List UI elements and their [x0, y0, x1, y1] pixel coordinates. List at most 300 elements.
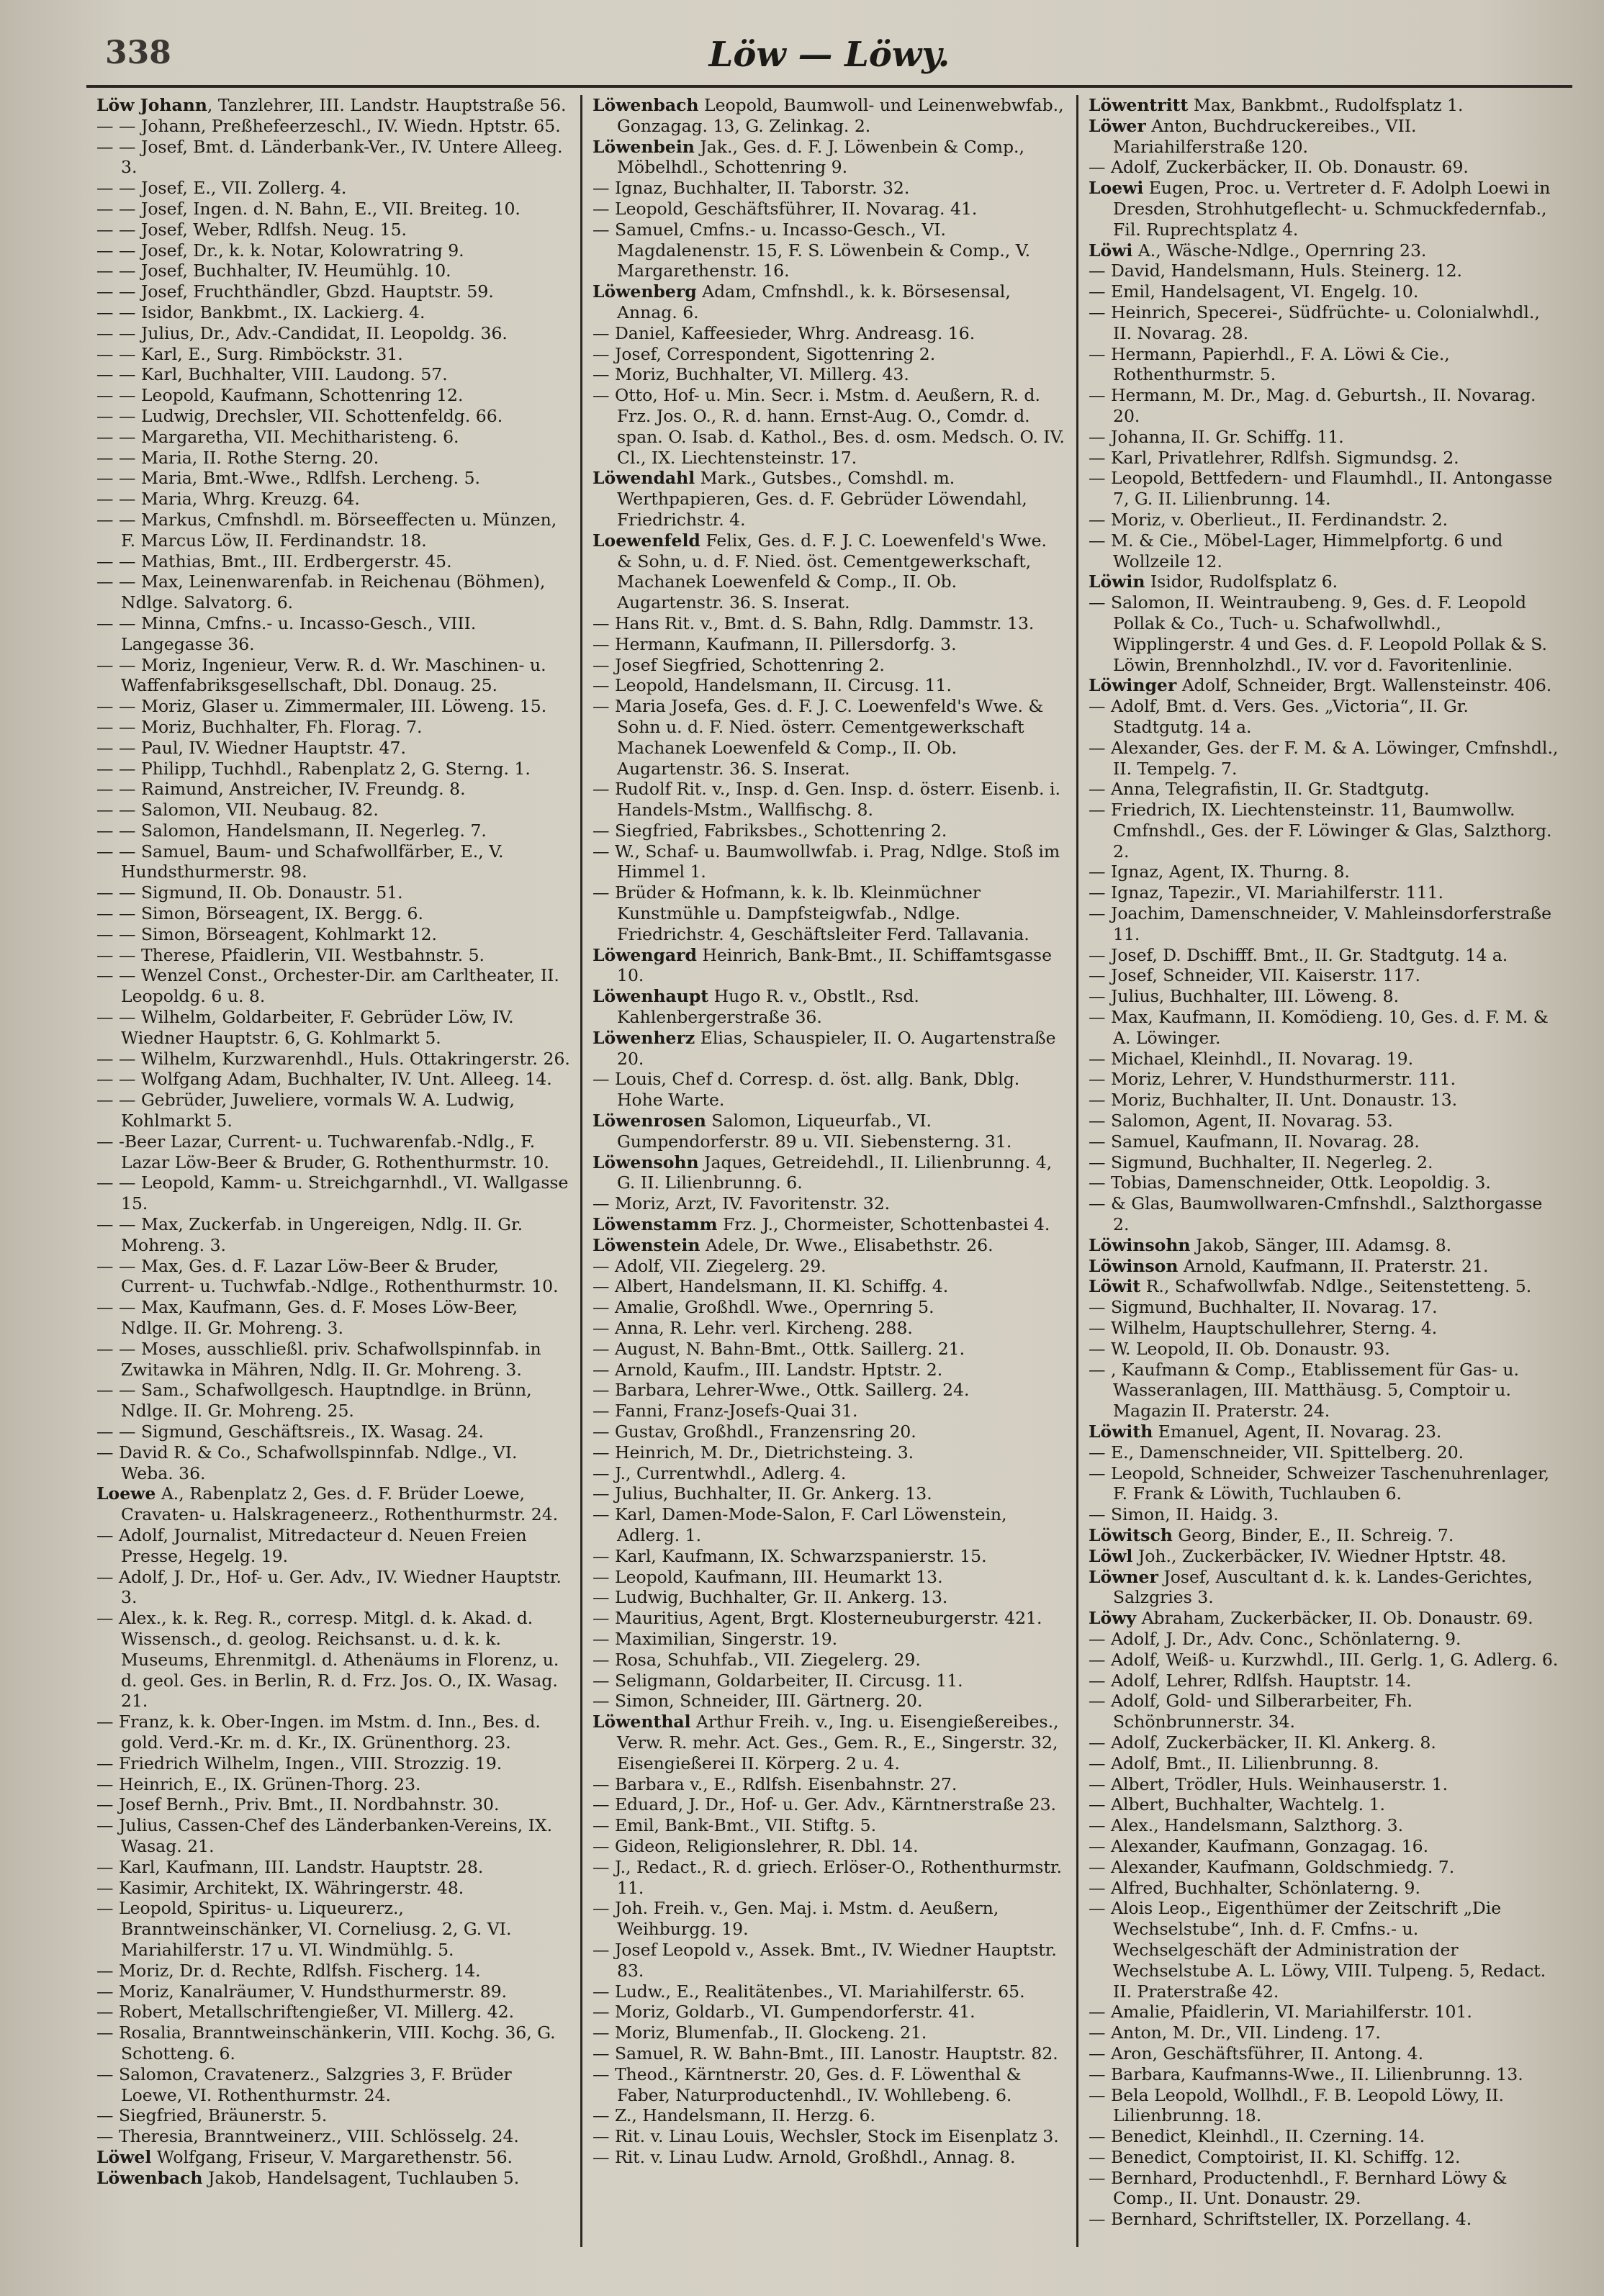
entry-text: Jakob, Handelsagent, Tuchlauben 5. [202, 2167, 520, 2188]
entry-text: — Josef, Correspondent, Sigottenring 2. [593, 343, 936, 364]
entry-text: — Adolf, VII. Ziegelerg. 29. [593, 1255, 826, 1276]
entry-text: — David, Handelsmann, Huls. Steinerg. 12. [1089, 261, 1463, 281]
entry-text: — Karl, Privatlehrer, Rdlfsh. Sigmundsg. 2. [1089, 447, 1459, 468]
directory-entry [593, 468, 1066, 530]
directory-entry [593, 178, 1066, 199]
entry-surname: Löwensohn [593, 1152, 699, 1172]
directory-entry [593, 1504, 1066, 1546]
entry-surname: Loewenfeld [593, 530, 700, 551]
directory-entry [593, 655, 1066, 676]
directory-entry [96, 95, 570, 116]
entry-text: — — Josef, Buchhalter, IV. Heumühlg. 10. [96, 261, 451, 281]
directory-entry [1089, 1318, 1562, 1339]
directory-entry [1089, 385, 1562, 427]
entry-text: — Tobias, Damenschneider, Ottk. Leopoldig. 3. [1089, 1172, 1491, 1193]
entry-surname: Loewi [1089, 178, 1144, 199]
directory-entry [593, 1339, 1066, 1360]
entry-text: Adolf, Schneider, Brgt. Wallensteinstr. 406. [1176, 675, 1552, 696]
entry-text: — — Leopold, Kamm- u. Streichgarnhdl., VI. Wallgasse 15. [96, 1172, 569, 1214]
entry-text: — Julius, Buchhalter, III. Löweng. 8. [1089, 986, 1400, 1007]
entry-text: — Barbara, Lehrer-Wwe., Ottk. Saillerg. 24. [593, 1380, 970, 1401]
entry-text: — Alex., k. k. Reg. R., corresp. Mitgl. d. k. Akad. d. Wissensch., d. geolog. Reichsanst. u. d. k. k. Museums, Ehrenmitgl. d. Athenäums in Florenz, u. d. geol. Ges. in Berlin, R. d. Frz. Jos. O., IX. Wasag. 21. [96, 1608, 559, 1712]
directory-entry [593, 95, 1066, 137]
directory-entry [593, 2147, 1066, 2168]
entry-surname: Löwi [1089, 240, 1133, 261]
entry-text: Mark., Gutsbes., Comshdl. m. Werthpapieren, Ges. d. F. Gebrüder Löwendahl, Friedrichstr. 4. [617, 468, 1027, 530]
directory-entry [96, 1981, 570, 2002]
entry-text: — J., Redact., R. d. griech. Erlöser-O., Rothenthurmstr. 11. [593, 1856, 1063, 1898]
directory-entry [96, 1172, 570, 1214]
directory-entry [593, 364, 1066, 385]
directory-entry [96, 1380, 570, 1422]
entry-text: Frz. J., Chormeister, Schottenbastei 4. [717, 1214, 1050, 1235]
entry-text: — Ignaz, Tapezir., VI. Mariahilferstr. 111. [1089, 882, 1443, 903]
directory-entry [96, 924, 570, 945]
directory-entry [96, 2105, 570, 2126]
entry-text: — Adolf, Lehrer, Rdlfsh. Hauptstr. 14. [1089, 1670, 1412, 1691]
directory-entry [96, 240, 570, 261]
entry-text: — — Josef, E., VII. Zollerg. 4. [96, 178, 347, 199]
directory-entry [1089, 1090, 1562, 1111]
entry-text: — Ignaz, Agent, IX. Thurng. 8. [1089, 862, 1350, 882]
directory-entry [593, 2002, 1066, 2022]
entry-text: — Daniel, Kaffeesieder, Whrg. Andreasg. 16. [593, 322, 976, 343]
entry-text: — August, N. Bahn-Bmt., Ottk. Saillerg. 21. [593, 1338, 965, 1359]
entry-text: — -Beer Lazar, Current- u. Tuchwarenfab.-Ndlg., F. Lazar Löw-Beer & Bruder, G. Rothenthurmstr. 10. [96, 1131, 549, 1172]
directory-entry [1089, 510, 1562, 530]
directory-entry [1089, 240, 1562, 261]
entry-text: — — Moses, ausschließl. priv. Schafwollspinnfab. in Zwitawka in Mähren, Ndlg. II. Gr. Mohreng. 3. [96, 1338, 541, 1380]
directory-entry [593, 1629, 1066, 1650]
directory-entry [96, 1049, 570, 1070]
entry-text: — Moriz, Kanalräumer, V. Hundsthurmerstr. 89. [96, 1981, 508, 2002]
entry-surname: Löwel [96, 2146, 152, 2167]
entry-text: — Wilhelm, Hauptschullehrer, Sterng. 4. [1089, 1318, 1438, 1339]
entry-text: — Josef Bernh., Priv. Bmt., II. Nordbahnstr. 30. [96, 1794, 500, 1815]
directory-entry [1089, 2126, 1562, 2147]
entry-text: — Z., Handelsmann, II. Herzg. 6. [593, 2105, 875, 2126]
directory-entry [96, 717, 570, 738]
directory-entry [1089, 157, 1562, 178]
entry-text: — Adolf, Journalist, Mitredacteur d. Neuen Freien Presse, Hegelg. 19. [96, 1524, 527, 1566]
directory-entry [1089, 1753, 1562, 1774]
entry-text: — Ludw., E., Realitätenbes., VI. Mariahilferstr. 65. [593, 1981, 1025, 2002]
entry-text: — Siegfried, Bräunerstr. 5. [96, 2105, 328, 2126]
directory-entry [593, 1587, 1066, 1608]
entry-text: — J., Currentwhdl., Adlerg. 4. [593, 1463, 847, 1483]
directory-entry [1089, 468, 1562, 510]
directory-entry [96, 489, 570, 510]
entry-text: — Karl, Kaufmann, III. Landstr. Hauptstr. 28. [96, 1856, 484, 1877]
directory-entry [593, 1546, 1066, 1567]
entry-text: — — Wolfgang Adam, Buchhalter, IV. Unt. Alleeg. 14. [96, 1069, 552, 1090]
directory-entry [1089, 1131, 1562, 1152]
directory-entry [593, 1422, 1066, 1442]
directory-entry [1089, 2168, 1562, 2210]
entry-text: — Alexander, Ges. der F. M. & A. Löwinger, Cmfnshdl., II. Tempelg. 7. [1089, 737, 1559, 779]
directory-entry [593, 1691, 1066, 1712]
directory-entry [96, 281, 570, 302]
entry-text: — — Philipp, Tuchhdl., Rabenplatz 2, G. Sterng. 1. [96, 758, 531, 779]
directory-entry [96, 220, 570, 240]
directory-entry [96, 1794, 570, 1815]
entry-text: — W. Leopold, II. Ob. Donaustr. 93. [1089, 1338, 1390, 1359]
directory-entry [96, 1090, 570, 1131]
entry-text: — Theod., Kärntnerstr. 20, Ges. d. F. Löwenthal & Faber, Naturproductenhdl., IV. Wohllebeng. 6. [593, 2064, 1022, 2105]
entry-text: — Michael, Kleinhdl., II. Novarag. 19. [1089, 1048, 1414, 1069]
directory-entry [1089, 1732, 1562, 1753]
entry-text: — Salomon, Cravatenerz., Salzgries 3, F. Brüder Loewe, VI. Rothenthurmstr. 24. [96, 2064, 512, 2105]
entry-text: — — Ludwig, Drechsler, VII. Schottenfeldg. 66. [96, 405, 503, 426]
entry-text: — Albert, Handelsmann, II. Kl. Schiffg. 4. [593, 1276, 949, 1297]
entry-text: — Moriz, v. Oberlieut., II. Ferdinandstr. 2. [1089, 509, 1448, 530]
entry-text: — Theresia, Branntweinerz., VIII. Schlösselg. 24. [96, 2126, 519, 2147]
directory-entry [1089, 2043, 1562, 2064]
entry-text: — Benedict, Comptoirist, II. Kl. Schiffg. 12. [1089, 2146, 1461, 2167]
entry-text: — Simon, Schneider, III. Gärtnerg. 20. [593, 1691, 923, 1712]
entry-text: — Brüder & Hofmann, k. k. lb. Kleinmüchner Kunstmühle u. Dampfsteigwfab., Ndlge. Friedrichstr. 4, Geschäftsleiter Ferd. Tallavania. [593, 882, 1029, 944]
directory-entry [96, 696, 570, 717]
directory-entry [96, 1961, 570, 1981]
directory-entry [1089, 2022, 1562, 2043]
directory-entry [593, 696, 1066, 779]
directory-entry [96, 1442, 570, 1484]
directory-entry [593, 137, 1066, 178]
directory-entry [1089, 592, 1562, 675]
entry-text: Hugo R. v., Obstlt., Rsd. Kahlenbergerstraße 36. [617, 986, 919, 1028]
entry-text: — Kasimir, Architekt, IX. Währingerstr. 48. [96, 1877, 464, 1898]
directory-entry [96, 364, 570, 385]
directory-entry [593, 2064, 1066, 2106]
directory-entry [593, 281, 1066, 323]
entry-text: — Salomon, II. Weintraubeng. 9, Ges. d. F. Leopold Pollak & Co., Tuch- u. Schafwollwhdl., Wipplingerstr. 4 und Ges. d. F. Leopold Pollak & S. Löwin, Brennholzhdl., IV. vor d. Favoritenlinie. [1089, 592, 1548, 675]
entry-text: A., Wäsche-Ndlge., Opernring 23. [1132, 240, 1427, 261]
entry-text: — Bernhard, Schriftsteller, IX. Porzellang. 4. [1089, 2209, 1472, 2230]
entry-surname: Löwenstamm [593, 1214, 718, 1235]
entry-text: — Maximilian, Singerstr. 19. [593, 1628, 838, 1649]
directory-entry [593, 1815, 1066, 1836]
directory-entry [1089, 116, 1562, 158]
directory-entry [96, 1483, 570, 1525]
entry-text: — M. & Cie., Möbel-Lager, Himmelpfortg. 6 und Wollzeile 12. [1089, 530, 1503, 571]
directory-entry [593, 1712, 1066, 1773]
directory-entry [1089, 903, 1562, 945]
entry-text: Felix, Ges. d. F. J. C. Loewenfeld's Wwe. & Sohn, u. d. F. Nied. öst. Cementgewerkschaft, Machanek Loewenfeld & Comp., II. Ob. Augartenstr. 36. S. Inserat. [617, 530, 1047, 613]
directory-entry [96, 1339, 570, 1380]
entry-text: — Rudolf Rit. v., Insp. d. Gen. Insp. d. österr. Eisenb. i. Handels-Mstm., Wallfischg. 8. [593, 779, 1060, 821]
entry-surname: Löwenrosen [593, 1111, 706, 1131]
entry-text: — Alexander, Kaufmann, Goldschmiedg. 7. [1089, 1856, 1455, 1877]
entry-text: — — Wilhelm, Kurzwarenhdl., Huls. Ottakringerstr. 26. [96, 1048, 570, 1069]
directory-entry [1089, 1650, 1562, 1671]
directory-entry [96, 551, 570, 572]
entry-text: Arnold, Kaufmann, II. Praterstr. 21. [1178, 1255, 1489, 1276]
entry-text: — Benedict, Kleinhdl., II. Czerning. 14. [1089, 2126, 1425, 2147]
entry-text: — — Josef, Ingen. d. N. Bahn, E., VII. Breiteg. 10. [96, 198, 521, 219]
directory-entry [96, 302, 570, 323]
entry-text: — — Margaretha, VII. Mechitharisteng. 6. [96, 426, 459, 447]
entry-text: — — Maria, Bmt.-Wwe., Rdlfsh. Lercheng. 5. [96, 468, 480, 489]
entry-text: Jaques, Getreidehdl., II. Lilienbrunng. 4, G. II. Lilienbrunng. 6. [617, 1152, 1053, 1193]
directory-entry [96, 427, 570, 448]
entry-text: — & Glas, Baumwollwaren-Cmfnshdl., Salzthorgasse 2. [1089, 1193, 1543, 1235]
entry-text: — Josef, Schneider, VII. Kaiserstr. 117. [1089, 965, 1420, 986]
entry-text: — — Johann, Preßhefeerzeschl., IV. Wiedn. Hptstr. 65. [96, 115, 561, 136]
directory-entry [96, 1712, 570, 1753]
entry-text: — Sigmund, Buchhalter, II. Novarag. 17. [1089, 1297, 1438, 1318]
entry-text: — Otto, Hof- u. Min. Secr. i. Mstm. d. Aeußern, R. d. Frz. Jos. O., R. d. hann. Ernst-Aug. O., Comdr. d. span. O. Isab. d. Kathol., Bes. d. osm. Medsch. O. IV. Cl., IX. Liechtensteinstr. 17. [593, 385, 1065, 468]
directory-entry [96, 1608, 570, 1712]
entry-surname: Löwenstein [593, 1234, 700, 1255]
entry-surname: Löwinson [1089, 1255, 1179, 1276]
entry-text: — Bela Leopold, Wollhdl., F. B. Leopold Löwy, II. Lilienbrunng. 18. [1089, 2084, 1505, 2126]
entry-text: — Heinrich, Specerei-, Südfrüchte- u. Colonialwhdl., II. Novarag. 28. [1089, 302, 1540, 343]
entry-text: — — Sigmund, II. Ob. Donaustr. 51. [96, 882, 403, 903]
directory-entry [96, 1878, 570, 1899]
entry-text: Emanuel, Agent, II. Novarag. 23. [1153, 1422, 1442, 1442]
entry-text: — — Simon, Börseagent, IX. Bergg. 6. [96, 903, 423, 924]
entry-text: — Louis, Chef d. Corresp. d. öst. allg. Bank, Dblg. Hohe Warte. [593, 1069, 1020, 1111]
entry-text: — Friedrich, IX. Liechtensteinstr. 11, Baumwollw. Cmfnshdl., Ges. der F. Löwinger & Glas, Salzthorg. 2. [1089, 800, 1552, 862]
entry-surname: Löwenherz [593, 1027, 695, 1048]
entry-text: — Hermann, Kaufmann, II. Pillersdorfg. 3. [593, 633, 957, 654]
entry-text: — Leopold, Spiritus- u. Liqueurerz., Branntweinschänker, VI. Corneliusg. 2, G. VI. Mariahilferstr. 17 u. VI. Windmühlg. 5. [96, 1898, 512, 1960]
entry-text: — Moriz, Blumenfab., II. Glockeng. 21. [593, 2022, 927, 2043]
entry-text: — Adolf, Zuckerbäcker, II. Kl. Ankerg. 8. [1089, 1732, 1436, 1753]
directory-entry [96, 945, 570, 966]
directory-entry [1089, 1691, 1562, 1732]
directory-entry [1089, 1608, 1562, 1629]
directory-entry [593, 344, 1066, 365]
entry-text: — — Josef, Weber, Rdlfsh. Neug. 15. [96, 219, 407, 240]
directory-entry [96, 323, 570, 344]
directory-entry [593, 1235, 1066, 1256]
column-left [86, 95, 580, 2247]
entry-text: — Mauritius, Agent, Brgt. Klosterneuburgerstr. 421. [593, 1608, 1042, 1629]
page-number: 338 [105, 35, 171, 71]
directory-entry [1089, 2002, 1562, 2022]
directory-entry [96, 199, 570, 220]
directory-entry [96, 1815, 570, 1857]
directory-entry [1089, 1671, 1562, 1691]
entry-surname: Loewe [96, 1483, 156, 1504]
directory-entry [1089, 779, 1562, 800]
entry-text: — Albert, Buchhalter, Wachtelg. 1. [1089, 1794, 1386, 1815]
directory-entry [96, 841, 570, 883]
entry-text: — , Kaufmann & Comp., Etablissement für Gas- u. Wasseranlagen, III. Matthäusg. 5, Comptoir u. Magazin II. Praterstr. 24. [1089, 1359, 1519, 1422]
entry-text: — — Salomon, VII. Neubaug. 82. [96, 800, 379, 821]
entry-text: — Samuel, Cmfns.- u. Incasso-Gesch., VI. Magdalenenstr. 15, F. S. Löwenbein & Comp., V. Margarethenstr. 16. [593, 219, 1031, 281]
directory-entry [593, 1898, 1066, 1940]
entry-text: — — Leopold, Kaufmann, Schottenring 12. [96, 385, 464, 406]
entry-surname: Löwinsohn [1089, 1234, 1191, 1255]
entry-text: — Adolf, Zuckerbäcker, II. Ob. Donaustr. 69. [1089, 157, 1469, 178]
entry-text: — Ignaz, Buchhalter, II. Taborstr. 32. [593, 178, 910, 199]
directory-entry [1089, 2085, 1562, 2127]
directory-entry [1089, 2064, 1562, 2085]
entry-text: — Karl, Damen-Mode-Salon, F. Carl Löwenstein, Adlerg. 1. [593, 1504, 1007, 1545]
directory-entry [96, 800, 570, 821]
entry-text: — Barbara, Kaufmanns-Wwe., II. Lilienbrunng. 13. [1089, 2064, 1523, 2084]
entry-text: — Samuel, Kaufmann, II. Novarag. 28. [1089, 1131, 1420, 1152]
entry-surname: Löwin [1089, 571, 1145, 592]
directory-entry [96, 261, 570, 281]
directory-entry [96, 2022, 570, 2064]
directory-entry [593, 1483, 1066, 1504]
directory-entry [96, 779, 570, 800]
entry-text: — Josef Siegfried, Schottenring 2. [593, 654, 885, 675]
entry-text: — — Moriz, Glaser u. Zimmermaler, III. Löweng. 15. [96, 696, 547, 717]
entry-text: Adam, Cmfnshdl., k. k. Börsesensal, Annag. 6. [617, 281, 1011, 322]
directory-entry [1089, 965, 1562, 986]
directory-entry [1089, 1235, 1562, 1256]
directory-entry [593, 385, 1066, 468]
entry-text: — — Markus, Cmfnshdl. m. Börseeffecten u. Münzen, F. Marcus Löw, II. Ferdinandstr. 18. [96, 509, 557, 551]
directory-entry [593, 1380, 1066, 1401]
entry-text: — — Max, Leinenwarenfab. in Reichenau (Böhmen), Ndlge. Salvatorg. 6. [96, 571, 546, 613]
entry-text: A., Rabenplatz 2, Ges. d. F. Brüder Loewe, Cravaten- u. Halskrageneerz., Rothenthurmstr. 24. [121, 1483, 559, 1525]
directory-entry [96, 2064, 570, 2106]
directory-entry [96, 655, 570, 697]
entry-text: — — Mathias, Bmt., III. Erdbergerstr. 45. [96, 551, 452, 571]
directory-entry [1089, 986, 1562, 1007]
directory-entry [96, 137, 570, 178]
directory-entry [1089, 1463, 1562, 1505]
directory-entry [1089, 738, 1562, 779]
directory-entry [96, 344, 570, 365]
entry-text: — — Wilhelm, Goldarbeiter, F. Gebrüder Löw, IV. Wiedner Hauptstr. 6, G. Kohlmarkt 5. [96, 1007, 514, 1048]
column-right [1076, 95, 1572, 2247]
directory-entry [96, 1857, 570, 1878]
entry-text: — David R. & Co., Schafwollspinnfab. Ndlge., VI. Weba. 36. [96, 1442, 518, 1483]
directory-entry [1089, 1504, 1562, 1525]
entry-text: — — Max, Kaufmann, Ges. d. F. Moses Löw-Beer, Ndlge. II. Gr. Mohreng. 3. [96, 1297, 518, 1339]
directory-entry [593, 613, 1066, 634]
entry-surname: Löwl [1089, 1545, 1133, 1566]
entry-text: — Amalie, Großhdl. Wwe., Opernring 5. [593, 1297, 934, 1318]
entry-text: — Moriz, Buchhalter, II. Unt. Donaustr. 13. [1089, 1090, 1458, 1111]
entry-text: — Leopold, Geschäftsführer, II. Novarag. 41. [593, 198, 978, 219]
entry-text: Georg, Binder, E., II. Schreig. 7. [1172, 1524, 1454, 1545]
entry-text: — Adolf, Bmt. d. Vers. Ges. „Victoria“, II. Gr. Stadtgutg. 14 a. [1089, 696, 1469, 737]
entry-text: — — Isidor, Bankbmt., IX. Lackierg. 4. [96, 302, 425, 322]
entry-text: — Adolf, Gold- und Silberarbeiter, Fh. Schönbrunnerstr. 34. [1089, 1691, 1412, 1732]
directory-entry [96, 510, 570, 551]
directory-entry [593, 1401, 1066, 1422]
entry-text: — Heinrich, M. Dr., Dietrichsteing. 3. [593, 1442, 914, 1463]
entry-text: Salomon, Liqueurfab., VI. Gumpendorferstr. 89 u. VII. Siebensterng. 31. [617, 1111, 1012, 1152]
directory-entry [593, 1463, 1066, 1484]
directory-entry [96, 2168, 570, 2189]
directory-entry [96, 1422, 570, 1442]
directory-entry [1089, 1172, 1562, 1193]
directory-entry [96, 1069, 570, 1090]
entry-text: — Adolf, Bmt., II. Lilienbrunng. 8. [1089, 1753, 1379, 1773]
directory-entry [593, 1214, 1066, 1235]
directory-entry [593, 1836, 1066, 1857]
entry-surname: Löwitsch [1089, 1524, 1173, 1545]
entry-text: — Moriz, Buchhalter, VI. Millerg. 43. [593, 364, 909, 385]
entry-text: — Joachim, Damenschneider, V. Mahleinsdorferstraße 11. [1089, 903, 1551, 944]
entry-text: — Moriz, Dr. d. Rechte, Rdlfsh. Fischerg. 14. [96, 1960, 481, 1981]
entry-text: — E., Damenschneider, VII. Spittelberg. 20. [1089, 1442, 1464, 1463]
entry-text: — Bernhard, Productenhdl., F. Bernhard Löwy & Comp., II. Unt. Donaustr. 29. [1089, 2167, 1508, 2209]
directory-entry [593, 1981, 1066, 2002]
entry-surname: Löwenbach [96, 2167, 203, 2188]
entry-text: — — Raimund, Anstreicher, IV. Freundg. 8. [96, 779, 466, 800]
entry-text: — — Max, Zuckerfab. in Ungereigen, Ndlg. II. Gr. Mohreng. 3. [96, 1214, 523, 1255]
directory-entry [593, 199, 1066, 220]
directory-entry [96, 385, 570, 406]
entry-text: — — Moriz, Ingenieur, Verw. R. d. Wr. Maschinen- u. Waffenfabriksgesellschaft, Dbl. Donaug. 25. [96, 654, 546, 696]
entry-text: — — Sigmund, Geschäftsreis., IX. Wasag. 24. [96, 1422, 485, 1442]
entry-text: — Karl, Kaufmann, IX. Schwarzspanierstr. 15. [593, 1545, 987, 1566]
directory-entry [593, 1152, 1066, 1194]
entry-text: — Fanni, Franz-Josefs-Quai 31. [593, 1401, 858, 1422]
entry-text: — Anna, R. Lehr. verl. Kircheng. 288. [593, 1318, 913, 1339]
directory-entry [1089, 1836, 1562, 1857]
directory-entry [96, 1567, 570, 1609]
entry-text: — — Sam., Schafwollgesch. Hauptndlge. in Brünn, Ndlge. II. Gr. Mohreng. 25. [96, 1380, 532, 1422]
directory-entry [1089, 1256, 1562, 1277]
directory-entry [1089, 1069, 1562, 1090]
entry-text: — Franz, k. k. Ober-Ingen. im Mstm. d. Inn., Bes. d. gold. Verd.-Kr. m. d. Kr., IX. Grünenthorg. 23. [96, 1712, 541, 1753]
directory-entry [1089, 448, 1562, 469]
directory-entry [96, 1898, 570, 1960]
directory-entry [96, 468, 570, 489]
entry-text: — Leopold, Handelsmann, II. Circusg. 11. [593, 675, 952, 696]
directory-entry [593, 1297, 1066, 1318]
entry-text: — — Simon, Börseagent, Kohlmarkt 12. [96, 923, 437, 944]
directory-entry [1089, 1276, 1562, 1297]
directory-entry [96, 759, 570, 779]
entry-text: Adele, Dr. Wwe., Elisabethstr. 26. [700, 1234, 994, 1255]
directory-entry [593, 1774, 1066, 1795]
directory-entry [96, 1214, 570, 1256]
entry-text: — — Moriz, Buchhalter, Fh. Florag. 7. [96, 716, 423, 737]
entry-text: — Seligmann, Goldarbeiter, II. Circusg. 11. [593, 1670, 963, 1691]
entry-text: — — Samuel, Baum- und Schafwollfärber, E., V. Hundsthurmerstr. 98. [96, 841, 504, 882]
entry-text: Heinrich, Bank-Bmt., II. Schiffamtsgasse 10. [617, 944, 1053, 986]
entry-surname: Löwentritt [1089, 95, 1189, 115]
entry-text: — Rosa, Schuhfab., VII. Ziegelerg. 29. [593, 1649, 921, 1670]
directory-entry [1089, 1815, 1562, 1836]
entry-text: — Rit. v. Linau Ludw. Arnold, Großhdl., Annag. 8. [593, 2146, 1016, 2167]
directory-entry [1089, 344, 1562, 386]
directory-entry [96, 1256, 570, 1298]
directory-entry [593, 945, 1066, 987]
directory-entry [593, 1608, 1066, 1629]
entry-text: — Salomon, Agent, II. Novarag. 53. [1089, 1111, 1393, 1131]
directory-entry [1089, 2209, 1562, 2230]
directory-entry [1089, 945, 1562, 966]
directory-entry [1089, 1878, 1562, 1899]
entry-text: — Leopold, Bettfedern- und Flaumhdl., II. Antongasse 7, G. II. Lilienbrunng. 14. [1089, 468, 1553, 510]
directory-columns [86, 95, 1572, 2247]
directory-entry [96, 1007, 570, 1049]
entry-text: — Gideon, Religionslehrer, R. Dbl. 14. [593, 1835, 919, 1856]
directory-entry [593, 1442, 1066, 1463]
entry-text: Anton, Buchdruckereibes., VII. Mariahilferstraße 120. [1113, 115, 1417, 157]
entry-text: — Rit. v. Linau Louis, Wechsler, Stock im Eisenplatz 3. [593, 2126, 1059, 2147]
directory-entry [1089, 800, 1562, 862]
directory-entry [1089, 1567, 1562, 1609]
directory-entry [96, 903, 570, 924]
directory-entry [1089, 1422, 1562, 1442]
entry-text: — Moriz, Lehrer, V. Hundsthurmerstr. 111. [1089, 1069, 1456, 1090]
entry-text: — Adolf, J. Dr., Hof- u. Ger. Adv., IV. Wiedner Hauptstr. 3. [96, 1566, 562, 1608]
entry-text: — — Karl, E., Surg. Rimböckstr. 31. [96, 343, 403, 364]
